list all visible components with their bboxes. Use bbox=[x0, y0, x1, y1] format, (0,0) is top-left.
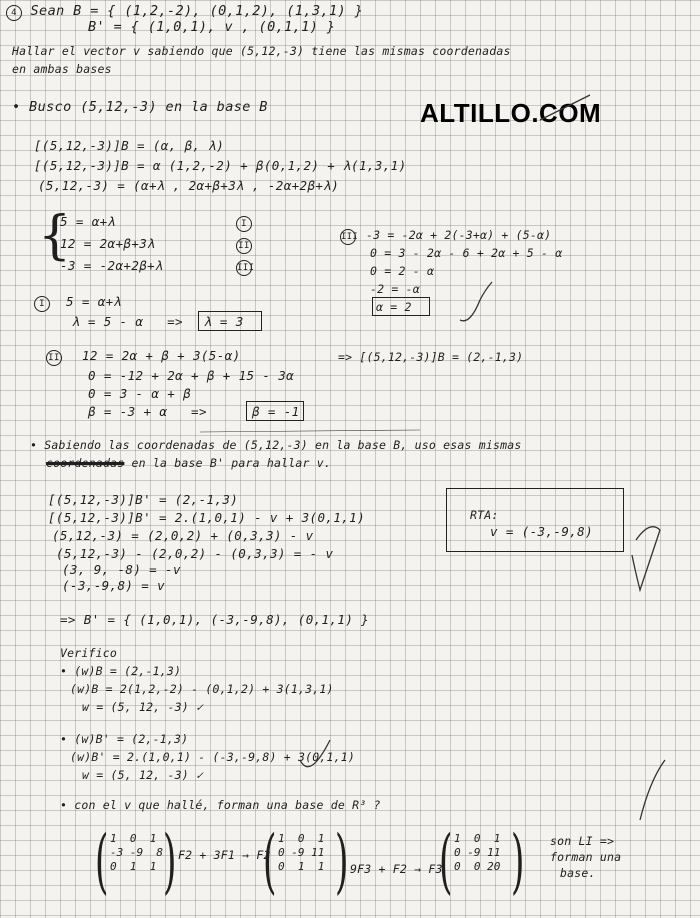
solve2-l1: 12 = 2α + β + 3(5-α) bbox=[82, 348, 241, 363]
system-tag-3: III bbox=[236, 258, 252, 276]
check-mark-4 bbox=[300, 740, 330, 767]
problem-text-1: Sean B = { (1,2,-2), (0,1,2), (1,3,1) } bbox=[30, 3, 364, 19]
watermark: ALTILLO.COM bbox=[420, 98, 602, 128]
system-tag-2: II bbox=[236, 236, 252, 254]
system-brace: { bbox=[38, 206, 72, 266]
step2-heading-2: coordenadas en la base B' para hallar v. bbox=[46, 456, 331, 470]
verify-a1: • (w)B = (2,-1,3) bbox=[60, 664, 182, 678]
check-mark-3 bbox=[632, 527, 660, 590]
matrix3-row-2: 0 -9 11 bbox=[454, 846, 501, 859]
check-mark-2 bbox=[460, 282, 492, 321]
verify-a3: w = (5, 12, -3) ✓ bbox=[82, 700, 204, 714]
solve1-tag: I bbox=[34, 294, 50, 312]
struck-word: coordenadas bbox=[46, 456, 125, 470]
solve2-coords: => [(5,12,-3)]B = (2,-1,3) bbox=[338, 350, 524, 364]
matrix2-left-paren: ( bbox=[262, 820, 277, 902]
step1-eq1: [(5,12,-3)]B = (α, β, λ) bbox=[34, 138, 225, 153]
basis-result: => B' = { (1,0,1), (-3,-9,8), (0,1,1) } bbox=[60, 612, 370, 627]
solve2-l2: 0 = -12 + 2α + β + 15 - 3α bbox=[88, 368, 295, 383]
verify-b3: w = (5, 12, -3) ✓ bbox=[82, 768, 204, 782]
calc-l6: (-3,-9,8) = v bbox=[62, 578, 166, 593]
solve3-l4: -2 = -α bbox=[370, 282, 420, 296]
underline-mark bbox=[200, 430, 420, 432]
solve1-result: λ = 3 bbox=[204, 314, 244, 329]
matrix2-right-paren: ) bbox=[334, 820, 349, 902]
solve3-l3: 0 = 2 - α bbox=[370, 264, 435, 278]
solve2-tag: II bbox=[46, 348, 62, 366]
calc-l3: (5,12,-3) = (2,0,2) + (0,3,3) - v bbox=[52, 528, 314, 543]
problem-line-4: en ambas bases bbox=[12, 62, 112, 76]
check-mark-1 bbox=[540, 95, 590, 120]
problem-line-2: B' = { (1,0,1), v , (0,1,1) } bbox=[88, 19, 336, 35]
calc-l1: [(5,12,-3)]B' = (2,-1,3) bbox=[48, 492, 239, 507]
op2: 9F3 + F2 → F3 bbox=[350, 862, 443, 876]
verify-b2: (w)B' = 2.(1,0,1) - (-3,-9,8) + 3(0,1,1) bbox=[70, 750, 355, 764]
matrix1-row-1: 1 0 1 bbox=[110, 832, 157, 845]
step1-heading: • Busco (5,12,-3) en la base B bbox=[12, 99, 268, 115]
solve2-result: β = -1 bbox=[252, 404, 300, 419]
matrix3-row-3: 0 0 20 bbox=[454, 860, 501, 873]
answer-label: RTA: bbox=[470, 508, 499, 522]
system-tag-1: I bbox=[236, 214, 252, 232]
system-row-1: 5 = α+λ bbox=[60, 214, 116, 229]
matrix3-left-paren: ( bbox=[438, 820, 453, 902]
solve2-l3: 0 = 3 - α + β bbox=[88, 386, 192, 401]
solve1-l2: λ = 5 - α => bbox=[72, 314, 183, 329]
verify-a2: (w)B = 2(1,2,-2) - (0,1,2) + 3(1,3,1) bbox=[70, 682, 334, 696]
matrix3-row-1: 1 0 1 bbox=[454, 832, 501, 845]
conclusion-3: base. bbox=[560, 866, 596, 880]
matrix3-right-paren: ) bbox=[510, 820, 525, 902]
conclusion-2: forman una bbox=[550, 850, 622, 864]
solve3-l2: 0 = 3 - 2α - 6 + 2α + 5 - α bbox=[370, 246, 563, 260]
answer-value: v = (-3,-9,8) bbox=[490, 524, 594, 539]
problem-number: 4 bbox=[6, 5, 22, 21]
matrix1-left-paren: ( bbox=[94, 820, 109, 902]
system-row-3: -3 = -2α+2β+λ bbox=[60, 258, 164, 273]
solve3-l1: -3 = -2α + 2(-3+α) + (5-α) bbox=[366, 228, 552, 242]
solve3-l5: α = 2 bbox=[376, 300, 412, 314]
matrix2-row-1: 1 0 1 bbox=[278, 832, 325, 845]
conclusion-1: son LI => bbox=[550, 834, 615, 848]
matrix1-row-2: -3 -9 8 bbox=[110, 846, 163, 859]
verify-heading: Verifico bbox=[60, 646, 117, 660]
step2-heading: • Sabiendo las coordenadas de (5,12,-3) en la base B, uso esas mismas bbox=[30, 438, 522, 452]
verify-b1: • (w)B' = (2,-1,3) bbox=[60, 732, 189, 746]
check-mark-5 bbox=[640, 760, 665, 820]
op1: F2 + 3F1 → F2 bbox=[178, 848, 271, 862]
solve1-l1: 5 = α+λ bbox=[66, 294, 122, 309]
step1-eq3: (5,12,-3) = (α+λ , 2α+β+3λ , -2α+2β+λ) bbox=[38, 178, 340, 193]
calc-l5: (3, 9, -8) = -v bbox=[62, 562, 181, 577]
calc-l4: (5,12,-3) - (2,0,2) - (0,3,3) = - v bbox=[56, 546, 334, 561]
step1-eq2: [(5,12,-3)]B = α (1,2,-2) + β(0,1,2) + λ(1,3,1) bbox=[34, 158, 407, 173]
system-row-2: 12 = 2α+β+3λ bbox=[60, 236, 156, 251]
question: • con el v que hallé, forman una base de R³ ? bbox=[60, 798, 381, 812]
matrix1-right-paren: ) bbox=[162, 820, 177, 902]
calc-l2: [(5,12,-3)]B' = 2.(1,0,1) - v + 3(0,1,1) bbox=[48, 510, 366, 525]
solve3-tag: III bbox=[340, 228, 356, 245]
matrix1-row-3: 0 1 1 bbox=[110, 860, 157, 873]
problem-line-3: Hallar el vector v sabiendo que (5,12,-3) tiene las mismas coordenadas bbox=[12, 44, 511, 58]
matrix2-row-3: 0 1 1 bbox=[278, 860, 325, 873]
matrix2-row-2: 0 -9 11 bbox=[278, 846, 325, 859]
solve2-l4: β = -3 + α => bbox=[88, 404, 207, 419]
